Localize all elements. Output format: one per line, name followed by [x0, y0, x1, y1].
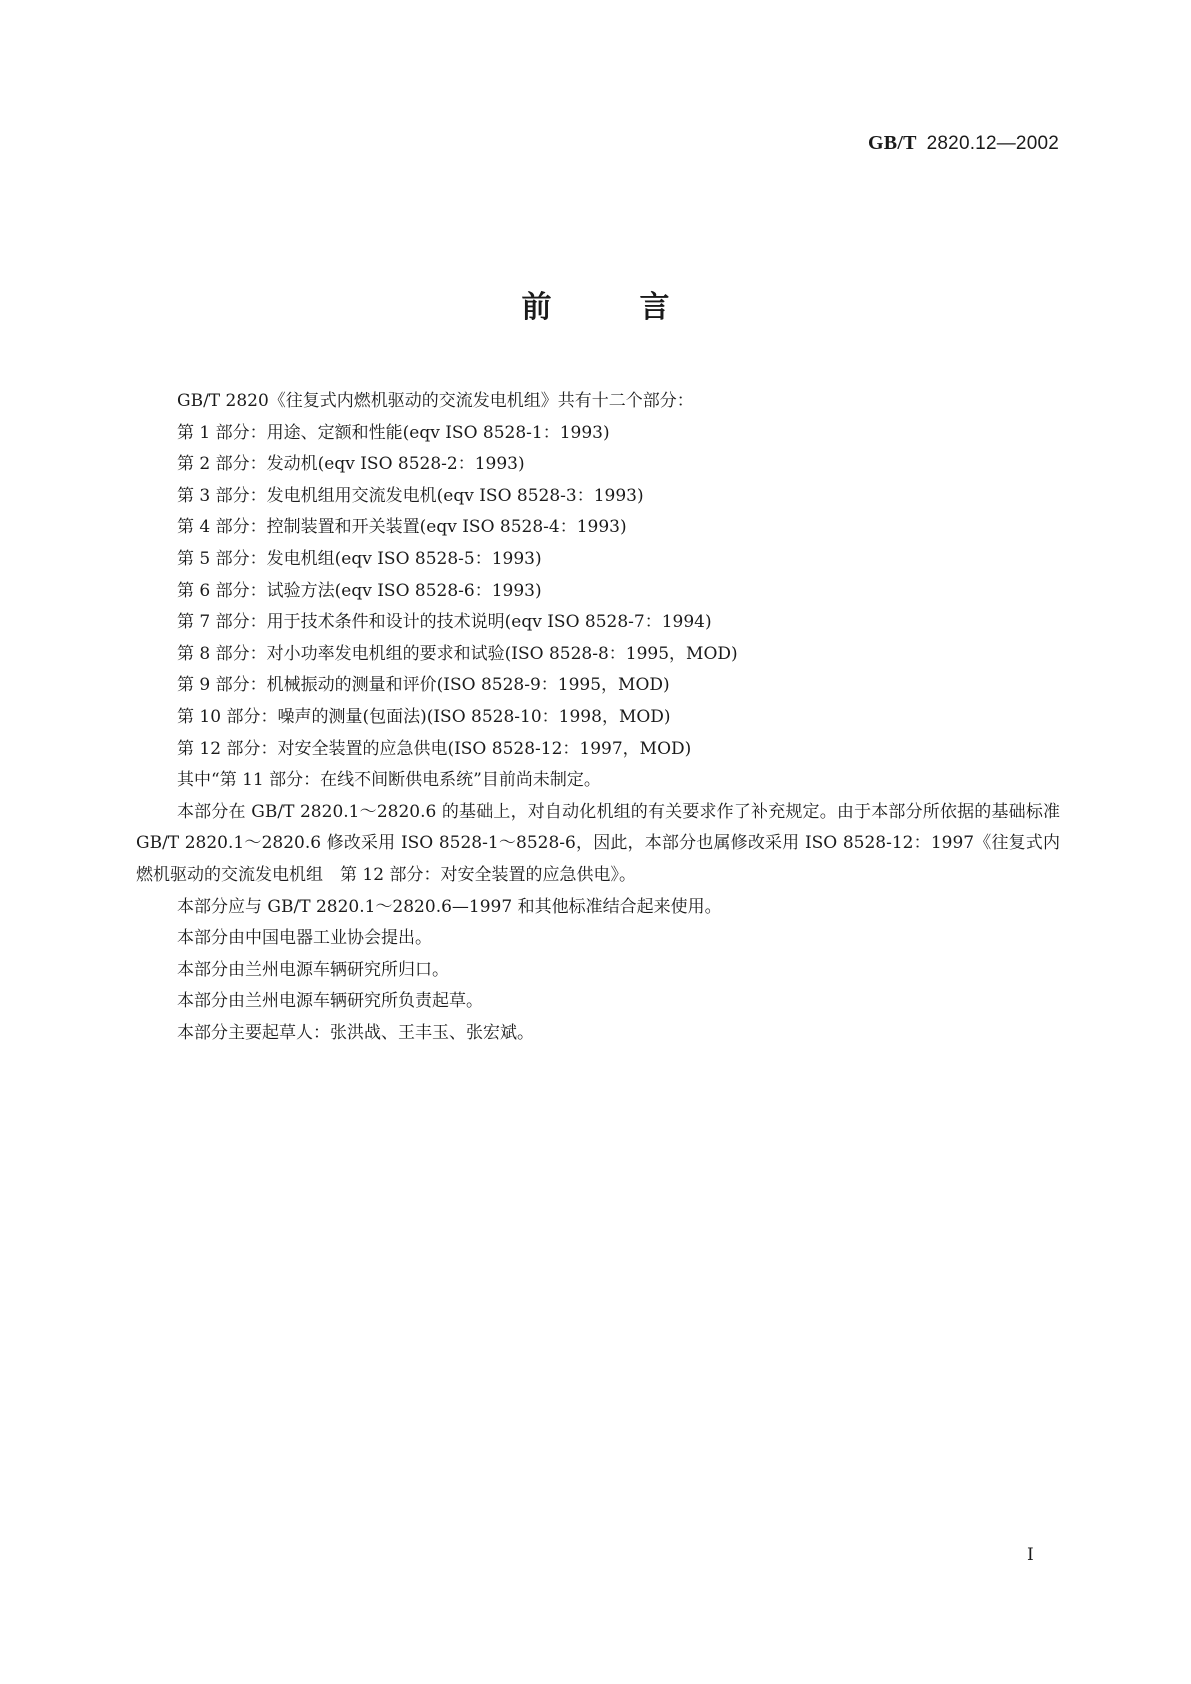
part-list-item: 第 8 部分：对小功率发电机组的要求和试验(ISO 8528-8：1995，MOD): [177, 643, 738, 664]
part-list-item: 第 12 部分：对安全装置的应急供电(ISO 8528-12：1997，MOD): [177, 738, 692, 759]
title-char-2: 言: [639, 290, 670, 325]
part-11-note: 其中“第 11 部分：在线不间断供电系统”目前尚未制定。: [177, 770, 601, 791]
part-list-item: 第 5 部分：发电机组(eqv ISO 8528-5：1993): [177, 548, 542, 569]
usage-paragraph: 本部分应与 GB/T 2820.1～2820.6—1997 和其他标准结合起来使用。: [177, 896, 722, 917]
part-list-item: 第 4 部分：控制装置和开关装置(eqv ISO 8528-4：1993): [177, 517, 627, 538]
intro-line: GB/T 2820《往复式内燃机驱动的交流发电机组》共有十二个部分：: [177, 391, 694, 411]
part-list-item: 第 2 部分：发动机(eqv ISO 8528-2：1993): [177, 454, 525, 475]
part-list-item: 第 1 部分：用途、定额和性能(eqv ISO 8528-1：1993): [177, 422, 610, 443]
page-number: I: [1027, 1545, 1034, 1565]
title-char-1: 前: [521, 290, 552, 325]
part-list-item: 第 6 部分：试验方法(eqv ISO 8528-6：1993): [177, 580, 542, 601]
proposer-paragraph: 本部分由中国电器工业协会提出。: [177, 928, 432, 949]
part-list-item: 第 9 部分：机械振动的测量和评价(ISO 8528-9：1995，MOD): [177, 675, 670, 696]
part-list-item: 第 7 部分：用于技术条件和设计的技术说明(eqv ISO 8528-7：1994): [177, 612, 712, 633]
part-list-item: 第 10 部分：噪声的测量(包面法)(ISO 8528-10：1998，MOD): [177, 706, 671, 727]
administrator-paragraph: 本部分由兰州电源车辆研究所归口。: [177, 959, 449, 980]
foreword-body: [136, 386, 1060, 1049]
standard-prefix: GB/T: [868, 132, 917, 154]
standard-number: 2820.12—2002: [926, 133, 1059, 154]
drafter-org-paragraph: 本部分由兰州电源车辆研究所负责起草。: [177, 991, 483, 1012]
adoption-paragraph: 本部分在 GB/T 2820.1～2820.6 的基础上，对自动化机组的有关要求作了补充规定。由于本部分所依据的基础标准 GB/T 2820.1～2820.6 修改采用 ISO 8528-1～8528-6，因此，本部分也属修改采用 ISO 8528-12：1997《往复式内燃机驱动的交流发电机组 第 12 部分：对安全装置的应急供电》。: [136, 801, 1060, 885]
standard-code-header: [868, 132, 1059, 155]
part-list-item: 第 3 部分：发电机组用交流发电机(eqv ISO 8528-3：1993): [177, 485, 644, 506]
drafters-paragraph: 本部分主要起草人：张洪战、王丰玉、张宏斌。: [177, 1022, 534, 1043]
page-title: [0, 282, 1191, 326]
